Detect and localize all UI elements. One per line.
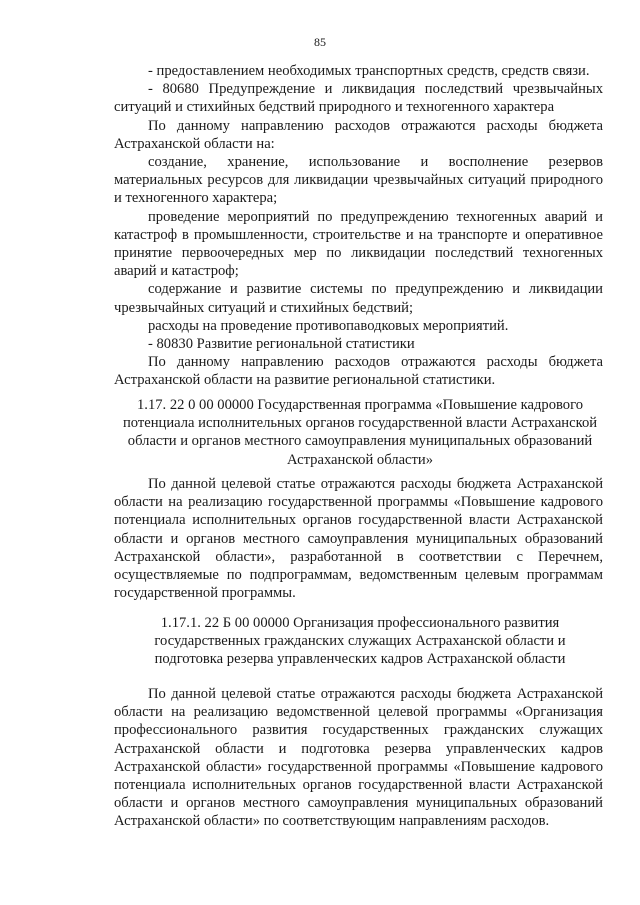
paragraph: - 80830 Развитие региональной статистики (148, 336, 415, 353)
paragraph: По данному направлению расходов отражаются расходы бюджета Астраханской области на: (114, 117, 603, 152)
page-number: 85 (314, 35, 326, 49)
section-1-17-1-text (114, 685, 603, 831)
section-1-17-text (114, 475, 603, 602)
section-heading: 1.17. 22 0 00 00000 Государственная программа «Повышение кадрового потенциала исполнительных органов государственной власти Астраханской области и органов местного самоуправления муниципальных образований Астраханской области» (122, 397, 598, 468)
paragraph: По данной целевой статье отражаются расходы бюджета Астраханской области на реализацию государственной программы «Повышение кадрового потенциала исполнительных органов государственной власти Астраханской области и органов местного самоуправления муниципальных образований Астраханской области», разработанной в соответствии с Перечнем, осуществляемые по подпрограммам, ведомственным целевым программам государственной программы. (114, 476, 603, 602)
paragraph: - предоставлением необходимых транспортных средств, средств связи. (148, 63, 590, 79)
paragraph: расходы на проведение противопаводковых мероприятий. (148, 317, 509, 334)
paragraph: содержание и развитие системы по предупреждению и ликвидации чрезвычайных ситуаций и стихийных бедствий; (114, 281, 603, 316)
paragraph: проведение мероприятий по предупреждению техногенных аварий и катастроф в промышленности, строительстве и на транспорте и оперативное принятие первоочередных мер по ликвидации последствий техногенных аварий и катастроф; (114, 208, 603, 280)
paragraph: По данному направлению расходов отражаются расходы бюджета Астраханской области на развитие региональной статистики. (114, 354, 603, 389)
section-80680 (114, 62, 603, 390)
paragraph: По данной целевой статье отражаются расходы бюджета Астраханской области на реализацию ведомственной целевой программы «Организация профессионального развития государственных гражданских служащих Астраханской области и подготовка резерва управленческих кадров Астраханской области» государственной программы «Повышение кадрового потенциала исполнительных органов государственной власти Астраханской области и органов местного самоуправления муниципальных образований Астраханской области» по соответствующим направлениям расходов. (114, 686, 603, 830)
heading-1-17-1 (140, 614, 580, 669)
heading-1-17 (122, 396, 598, 469)
paragraph: - 80680 Предупреждение и ликвидация последствий чрезвычайных ситуаций и стихийных бедствий природного и техногенного характера (114, 81, 603, 116)
section-heading: 1.17.1. 22 Б 00 00000 Организация профессионального развития государственных гражданских служащих Астраханской области и подготовка резерва управленческих кадров Астраханской области (154, 615, 566, 668)
paragraph: создание, хранение, использование и восполнение резервов материальных ресурсов для ликвидации чрезвычайных ситуаций природного и техногенного характера; (114, 154, 603, 207)
